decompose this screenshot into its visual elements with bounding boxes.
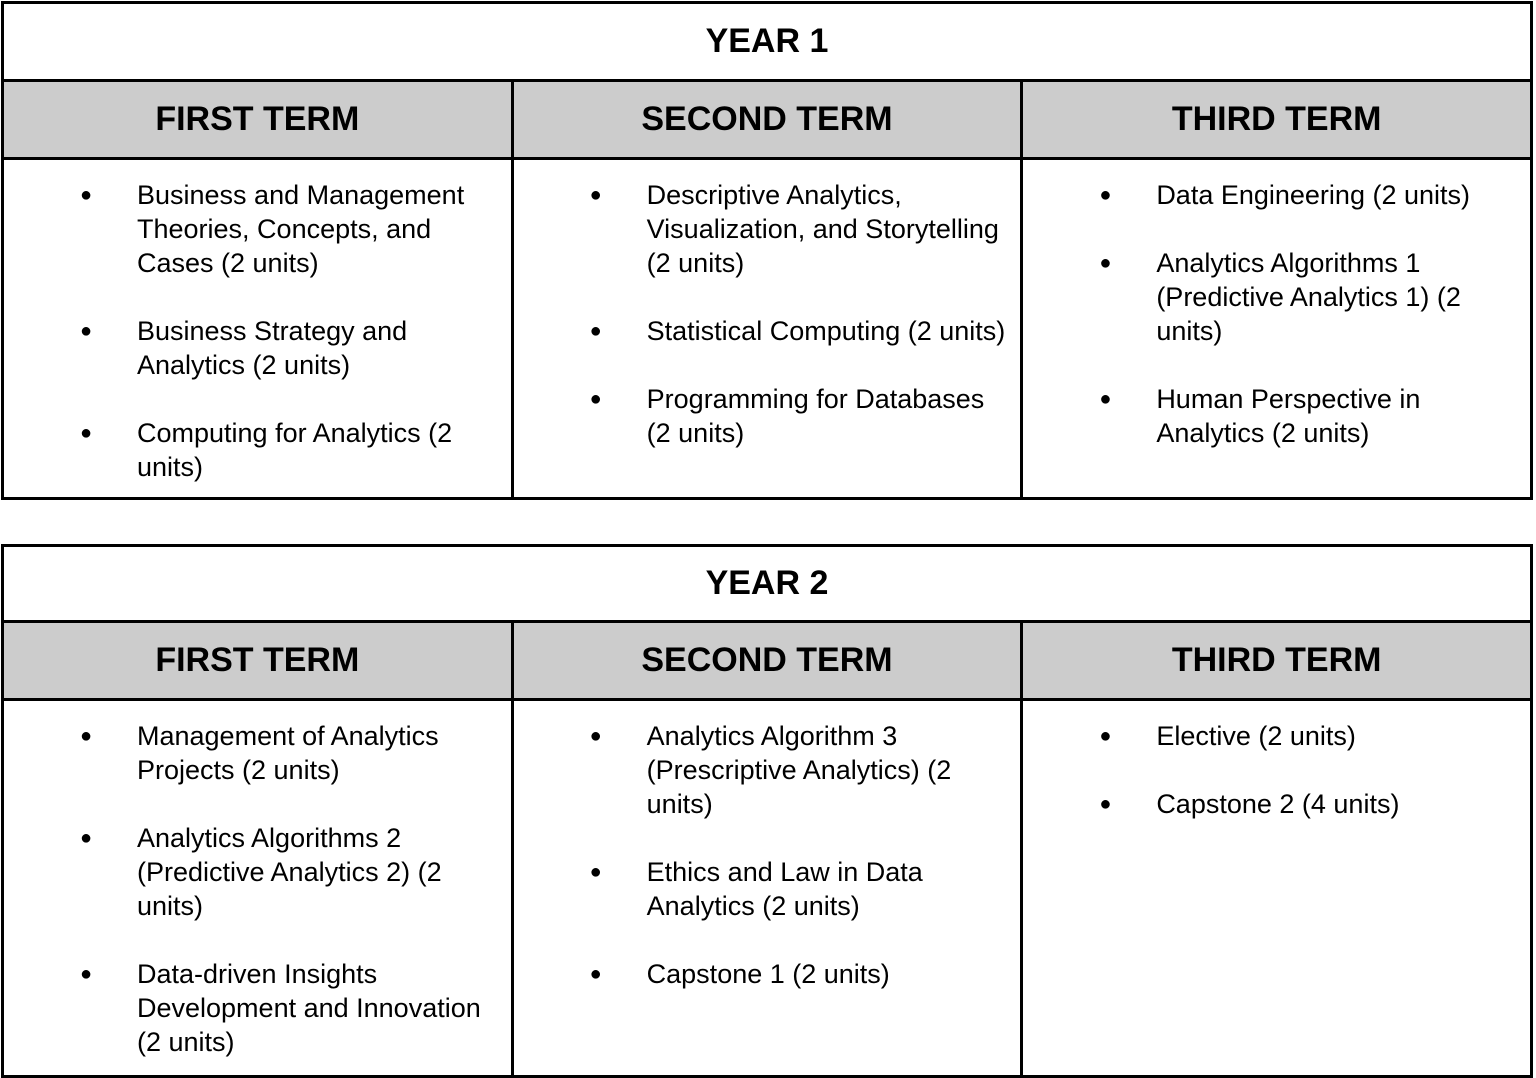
year-2-table bbox=[1, 544, 1533, 1078]
year-2-second-term-heading: SECOND TERM bbox=[512, 622, 1022, 700]
bullet-icon: ● bbox=[1099, 184, 1112, 206]
course-list bbox=[1023, 178, 1530, 450]
bullet-icon: ● bbox=[80, 725, 93, 747]
course-name: Analytics Algorithm 3 (Prescriptive Analytics) (2 units) bbox=[646, 721, 952, 819]
year-2-title: YEAR 2 bbox=[3, 546, 1532, 622]
course-item bbox=[514, 314, 1021, 348]
year-1-third-term-courses bbox=[1022, 159, 1532, 499]
bullet-icon: ● bbox=[80, 184, 93, 206]
course-name: Computing for Analytics (2 units) bbox=[137, 418, 453, 482]
year-2-third-term-courses bbox=[1022, 700, 1532, 1077]
bullet-icon: ● bbox=[589, 861, 602, 883]
course-item bbox=[514, 178, 1021, 280]
course-item bbox=[4, 719, 511, 787]
course-list bbox=[4, 178, 511, 484]
year-2-third-term-heading: THIRD TERM bbox=[1022, 622, 1532, 700]
course-name: Data Engineering (2 units) bbox=[1156, 180, 1470, 210]
course-item bbox=[1023, 787, 1530, 821]
course-item bbox=[1023, 382, 1530, 450]
course-item bbox=[1023, 719, 1530, 753]
bullet-icon: ● bbox=[80, 320, 93, 342]
course-name: Capstone 1 (2 units) bbox=[646, 959, 890, 989]
year-1-title: YEAR 1 bbox=[3, 3, 1532, 81]
course-item bbox=[514, 957, 1021, 991]
course-name: Data-driven Insights Development and Innovation (2 units) bbox=[137, 959, 481, 1057]
bullet-icon: ● bbox=[589, 184, 602, 206]
course-list bbox=[1023, 719, 1530, 821]
bullet-icon: ● bbox=[80, 422, 93, 444]
course-name: Elective (2 units) bbox=[1156, 721, 1356, 751]
course-item bbox=[4, 957, 511, 1059]
year-2-first-term-courses bbox=[3, 700, 513, 1077]
year-1-first-term-courses bbox=[3, 159, 513, 499]
year-1-second-term-heading: SECOND TERM bbox=[512, 81, 1022, 159]
course-name: Business and Management Theories, Concepts, and Cases (2 units) bbox=[137, 180, 465, 278]
course-name: Human Perspective in Analytics (2 units) bbox=[1156, 384, 1421, 448]
course-item bbox=[514, 382, 1021, 450]
course-name: Ethics and Law in Data Analytics (2 units) bbox=[646, 857, 923, 921]
bullet-icon: ● bbox=[589, 388, 602, 410]
course-item bbox=[1023, 178, 1530, 212]
course-list bbox=[514, 719, 1021, 991]
course-item bbox=[4, 314, 511, 382]
course-item bbox=[514, 719, 1021, 821]
year-2-first-term-heading: FIRST TERM bbox=[3, 622, 513, 700]
course-list bbox=[514, 178, 1021, 450]
course-item bbox=[514, 855, 1021, 923]
year-1-second-term-courses bbox=[512, 159, 1022, 499]
course-name: Programming for Databases (2 units) bbox=[646, 384, 985, 448]
year-1-table bbox=[1, 1, 1533, 500]
bullet-icon: ● bbox=[80, 827, 93, 849]
year-2-second-term-courses bbox=[512, 700, 1022, 1077]
bullet-icon: ● bbox=[1099, 793, 1112, 815]
bullet-icon: ● bbox=[589, 725, 602, 747]
course-name: Business Strategy and Analytics (2 units) bbox=[137, 316, 408, 380]
bullet-icon: ● bbox=[589, 963, 602, 985]
bullet-icon: ● bbox=[1099, 388, 1112, 410]
course-name: Analytics Algorithms 1 (Predictive Analytics 1) (2 units) bbox=[1156, 248, 1461, 346]
year-1-third-term-heading: THIRD TERM bbox=[1022, 81, 1532, 159]
course-list bbox=[4, 719, 511, 1059]
bullet-icon: ● bbox=[80, 963, 93, 985]
course-name: Analytics Algorithms 2 (Predictive Analytics 2) (2 units) bbox=[137, 823, 442, 921]
bullet-icon: ● bbox=[589, 320, 602, 342]
course-item bbox=[4, 178, 511, 280]
course-item bbox=[1023, 246, 1530, 348]
year-1-first-term-heading: FIRST TERM bbox=[3, 81, 513, 159]
course-name: Descriptive Analytics, Visualization, and Storytelling (2 units) bbox=[646, 180, 999, 278]
course-name: Management of Analytics Projects (2 units) bbox=[137, 721, 439, 785]
bullet-icon: ● bbox=[1099, 725, 1112, 747]
course-item bbox=[4, 416, 511, 484]
course-name: Statistical Computing (2 units) bbox=[646, 316, 1006, 346]
course-item bbox=[4, 821, 511, 923]
course-name: Capstone 2 (4 units) bbox=[1156, 789, 1400, 819]
bullet-icon: ● bbox=[1099, 252, 1112, 274]
